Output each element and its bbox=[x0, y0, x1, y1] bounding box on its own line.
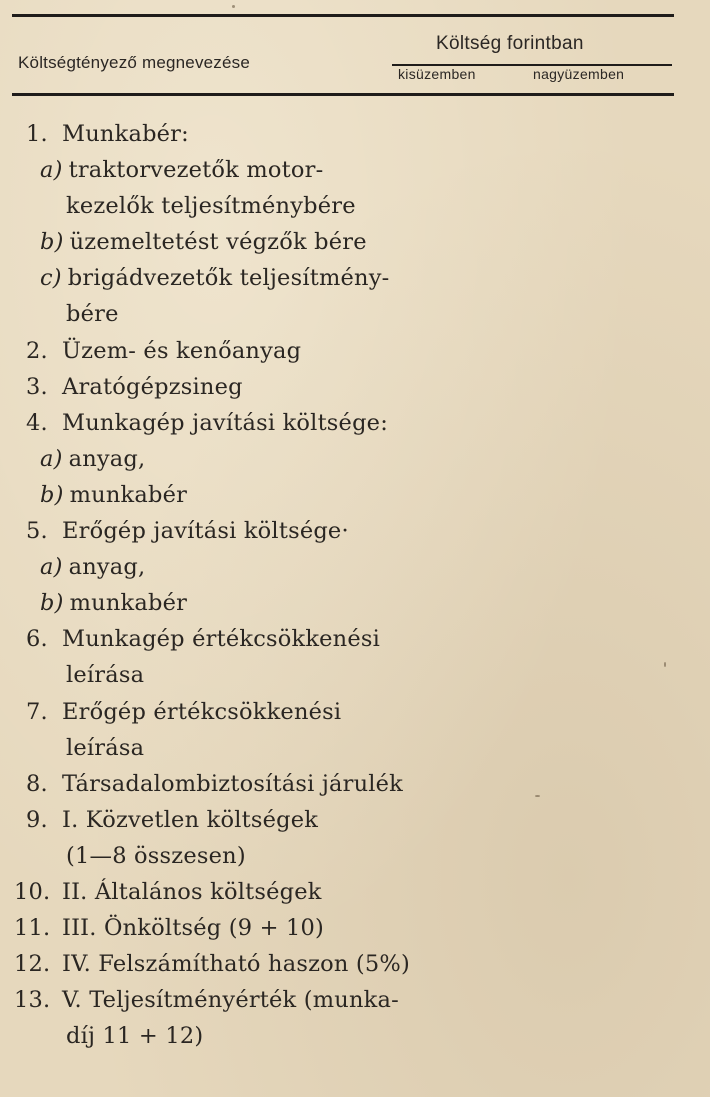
item-text bbox=[62, 766, 403, 802]
item-text bbox=[40, 260, 389, 296]
list-line bbox=[0, 657, 700, 693]
sub-item-letter: a) bbox=[40, 445, 63, 472]
paper-speck bbox=[232, 5, 235, 8]
list-line bbox=[0, 260, 700, 296]
list-line bbox=[0, 621, 700, 657]
item-number: 11. bbox=[14, 915, 51, 942]
item-text bbox=[62, 946, 410, 982]
item-number: 6. bbox=[26, 626, 48, 653]
item-label: bére bbox=[66, 301, 119, 328]
item-label: Erőgép értékcsökkenési bbox=[62, 698, 342, 725]
list-line bbox=[0, 405, 700, 441]
item-text bbox=[62, 333, 301, 369]
item-label: brigádvezetők teljesítmény- bbox=[67, 265, 390, 292]
item-label: IV. Felszámítható haszon (5%) bbox=[62, 951, 410, 978]
item-label: kezelők teljesítménybére bbox=[66, 193, 356, 220]
list-line bbox=[0, 116, 700, 152]
item-number: 12. bbox=[14, 951, 51, 978]
item-text bbox=[62, 369, 243, 405]
item-label: Munkabér: bbox=[62, 121, 189, 147]
item-number: 7. bbox=[26, 698, 48, 725]
item-text bbox=[40, 585, 187, 621]
item-label: leírása bbox=[66, 662, 145, 689]
sub-item-letter: b) bbox=[40, 229, 64, 256]
item-label: Erőgép javítási költsége· bbox=[62, 518, 349, 545]
item-text bbox=[62, 116, 189, 152]
list-line bbox=[0, 224, 700, 260]
item-number: 5. bbox=[26, 518, 48, 545]
item-label: V. Teljesítményérték (munka- bbox=[62, 987, 399, 1014]
list-line bbox=[0, 333, 700, 369]
small-farm-column-header: kisüzemben bbox=[398, 66, 476, 82]
top-rule bbox=[12, 14, 674, 17]
item-label: anyag, bbox=[68, 445, 146, 472]
list-line bbox=[0, 694, 700, 730]
item-label: II. Általános költségek bbox=[62, 878, 322, 905]
item-label: üzemeltetést végzők bére bbox=[69, 229, 367, 256]
item-text bbox=[62, 802, 318, 838]
item-number: 8. bbox=[26, 770, 48, 797]
paper-speck bbox=[535, 795, 540, 797]
item-text bbox=[62, 982, 399, 1018]
list-line bbox=[0, 874, 700, 910]
item-label: III. Önköltség (9 + 10) bbox=[62, 915, 324, 942]
item-text bbox=[66, 1018, 203, 1054]
list-line bbox=[0, 982, 700, 1018]
paper-speck bbox=[664, 662, 666, 667]
item-number: 13. bbox=[14, 987, 51, 1014]
list-line bbox=[0, 513, 700, 549]
item-label: Aratógépzsineg bbox=[62, 373, 243, 400]
item-label: Üzem- és kenőanyag bbox=[62, 337, 302, 364]
list-line bbox=[0, 549, 700, 585]
item-label: (1—8 összesen) bbox=[66, 842, 246, 869]
list-line bbox=[0, 585, 700, 621]
item-text bbox=[66, 730, 144, 766]
item-label: díj 11 + 12) bbox=[66, 1023, 204, 1050]
list-line bbox=[0, 369, 700, 405]
item-number: 4. bbox=[26, 409, 48, 436]
item-text bbox=[40, 549, 145, 585]
list-line bbox=[0, 910, 700, 946]
list-line bbox=[0, 730, 700, 766]
item-text bbox=[40, 441, 145, 477]
item-text bbox=[66, 657, 144, 693]
item-number: 1. bbox=[26, 121, 48, 147]
list-line bbox=[0, 188, 700, 224]
item-text bbox=[40, 152, 323, 188]
list-line bbox=[0, 296, 700, 332]
sub-item-letter: a) bbox=[40, 554, 63, 581]
sub-item-letter: b) bbox=[40, 481, 64, 508]
cost-forint-header: Költség forintban bbox=[436, 33, 584, 54]
item-text bbox=[62, 513, 349, 549]
item-label: I. Közvetlen költségek bbox=[62, 806, 319, 833]
sub-item-letter: a) bbox=[40, 157, 63, 184]
item-label: Társadalombiztosítási járulék bbox=[62, 770, 404, 797]
item-label: anyag, bbox=[68, 554, 146, 581]
item-text bbox=[66, 296, 119, 332]
item-label: munkabér bbox=[69, 481, 188, 508]
list-line bbox=[0, 441, 700, 477]
large-farm-column-header: nagyüzemben bbox=[533, 66, 625, 82]
list-line bbox=[0, 1018, 700, 1054]
item-text bbox=[62, 694, 341, 730]
item-number: 2. bbox=[26, 337, 48, 364]
cost-item-list bbox=[0, 116, 700, 1054]
list-line bbox=[0, 802, 700, 838]
item-text bbox=[66, 188, 356, 224]
list-line bbox=[0, 152, 700, 188]
item-text bbox=[66, 838, 246, 874]
sub-item-letter: c) bbox=[40, 265, 62, 292]
item-number: 3. bbox=[26, 373, 48, 400]
item-number: 10. bbox=[14, 878, 51, 905]
list-line bbox=[0, 766, 700, 802]
list-line bbox=[0, 946, 700, 982]
item-label: Munkagép javítási költsége: bbox=[62, 409, 388, 436]
list-line bbox=[0, 477, 700, 513]
item-label: traktorvezetők motor- bbox=[68, 157, 324, 184]
item-text bbox=[40, 477, 187, 513]
item-label: Munkagép értékcsökkenési bbox=[62, 626, 381, 653]
item-label: munkabér bbox=[69, 590, 188, 617]
header-bottom-rule bbox=[12, 93, 674, 96]
cost-factor-header: Költségtényező megnevezése bbox=[18, 53, 251, 72]
item-text bbox=[62, 405, 388, 441]
list-line bbox=[0, 838, 700, 874]
sub-item-letter: b) bbox=[40, 590, 64, 617]
item-number: 9. bbox=[26, 806, 48, 833]
item-label: leírása bbox=[66, 734, 145, 761]
item-text bbox=[62, 910, 324, 946]
item-text bbox=[62, 621, 380, 657]
item-text bbox=[40, 224, 367, 260]
item-text bbox=[62, 874, 322, 910]
